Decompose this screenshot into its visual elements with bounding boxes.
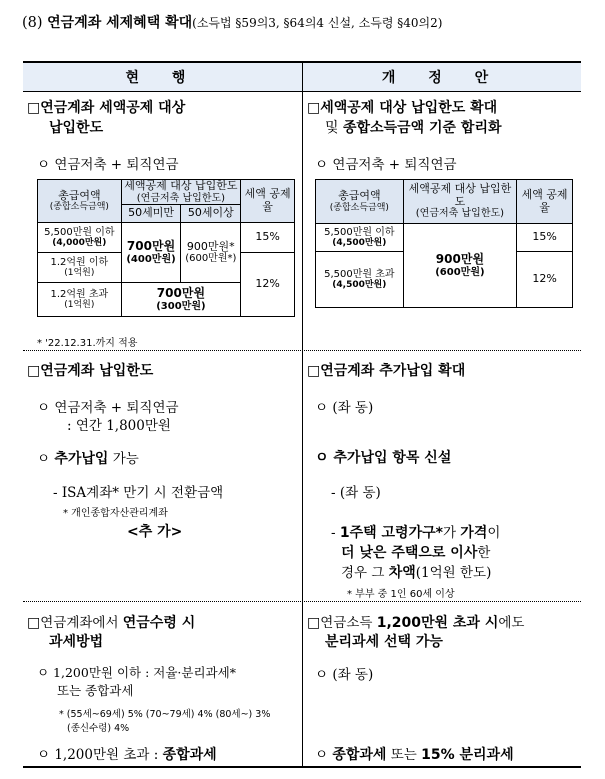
column-divider	[302, 63, 303, 766]
page-title	[22, 12, 442, 32]
left-s3-b2: ㅇ 1,200만원 초과 : 종합과세	[37, 747, 217, 763]
r3-limit: 700만원 (300만원)	[121, 283, 241, 317]
r2-income: 5,500만원 초과 (4,500만원)	[316, 252, 404, 308]
right-s3-b2: ㅇ 종합과세 또는 15% 분리과세	[315, 747, 514, 763]
right-s2-b4: - 1주택 고령가구*가 가격이	[331, 525, 501, 541]
header-proposed: 개 정 안	[303, 63, 581, 92]
left-limit-table	[37, 179, 295, 317]
left-s2-b1: ㅇ 연금저축 + 퇴직연금	[37, 400, 179, 416]
right-s2-b3: - (좌 동)	[331, 485, 381, 501]
right-limit-table	[315, 179, 573, 308]
right-s1-heading-2: 및 종합소득금액 기준 합리화	[325, 120, 502, 136]
th-rate: 세액 공제율	[517, 180, 573, 224]
r12-under50: 700만원 (400만원)	[121, 223, 181, 283]
r23-rate: 12%	[241, 253, 295, 317]
left-s2-heading: □연금계좌 납입한도	[27, 363, 154, 379]
th-income: 총급여액 (종합소득금액)	[316, 180, 404, 224]
row-divider-2	[23, 601, 581, 602]
th-rate: 세액 공제율	[241, 180, 295, 223]
r1-rate: 15%	[517, 224, 573, 252]
left-s2-add: <추 가>	[127, 524, 183, 540]
th-limit: 세액공제 대상 납입한도 (연금저축 납입한도)	[403, 180, 516, 224]
left-s1-note: * '22.12.31.까지 적용	[37, 338, 138, 349]
left-s2-note: * 개인종합자산관리계좌	[63, 508, 168, 519]
header-current: 현 행	[23, 63, 302, 92]
th-limit: 세액공제 대상 납입한도 (연금저축 납입한도)	[121, 180, 241, 205]
limit-cell: 900만원 (600만원)	[403, 224, 516, 308]
th-income: 총급여액 (종합소득금액)	[38, 180, 122, 223]
left-s3-b1-2: 또는 종합과세	[57, 683, 134, 698]
left-s2-b3: - ISA계좌* 만기 시 전환금액	[53, 485, 224, 501]
title-main: 연금계좌 세제혜택 확대	[47, 15, 193, 31]
title-law-ref: (소득법 §59의3, §64의4 신설, 소득령 §40의2)	[192, 16, 443, 30]
comparison-table	[23, 61, 581, 768]
r2-rate: 12%	[517, 252, 573, 308]
left-s3-b1: ㅇ 1,200만원 이하 : 저율·분리과세*	[37, 665, 236, 680]
r3-income: 1.2억원 초과 (1억원)	[38, 283, 122, 317]
right-s2-heading: □연금계좌 추가납입 확대	[307, 363, 466, 379]
left-s1-heading-2: 납입한도	[49, 120, 104, 136]
right-s1-bullet: ㅇ 연금저축 + 퇴직연금	[315, 157, 457, 173]
left-s3-heading: □연금계좌에서 연금수령 시	[27, 615, 196, 631]
right-s2-b4-2: 더 낮은 주택으로 이사한	[341, 545, 491, 561]
th-under50: 50세미만	[121, 205, 181, 223]
r1-rate: 15%	[241, 223, 295, 253]
right-s3-heading-2: 분리과세 선택 가능	[325, 634, 443, 650]
section-number: (8)	[22, 15, 43, 31]
th-over50: 50세이상	[181, 205, 241, 223]
right-s2-b4-3: 경우 그 차액(1억원 한도)	[341, 565, 492, 581]
r1-income: 5,500만원 이하 (4,000만원)	[38, 223, 122, 253]
r1-income: 5,500만원 이하 (4,500만원)	[316, 224, 404, 252]
right-s2-b1: ㅇ (좌 동)	[315, 400, 374, 416]
r12-over50: 900만원* (600만원*)	[181, 223, 241, 283]
right-s3-b1: ㅇ (좌 동)	[315, 667, 374, 683]
left-s2-b2: ㅇ 추가납입 가능	[37, 451, 139, 467]
right-s2-note: * 부부 중 1인 60세 이상	[347, 589, 455, 600]
left-s3-note1: * (55세~69세) 5% (70~79세) 4% (80세~) 3%	[59, 709, 271, 720]
right-s2-b2: ㅇ 추가납입 항목 신설	[315, 450, 452, 466]
left-s3-heading-2: 과세방법	[49, 634, 104, 650]
left-s2-b1-2: : 연간 1,800만원	[67, 418, 171, 434]
left-s3-note2: (종신수령) 4%	[67, 723, 130, 734]
row-divider-1	[23, 350, 581, 351]
right-s1-heading: □세액공제 대상 납입한도 확대	[307, 100, 498, 116]
left-s1-heading: □연금계좌 세액공제 대상	[27, 100, 186, 116]
r2-income: 1.2억원 이하 (1억원)	[38, 253, 122, 283]
left-s1-bullet: ㅇ 연금저축 + 퇴직연금	[37, 157, 179, 173]
right-s3-heading: □연금소득 1,200만원 초과 시에도	[307, 615, 525, 631]
